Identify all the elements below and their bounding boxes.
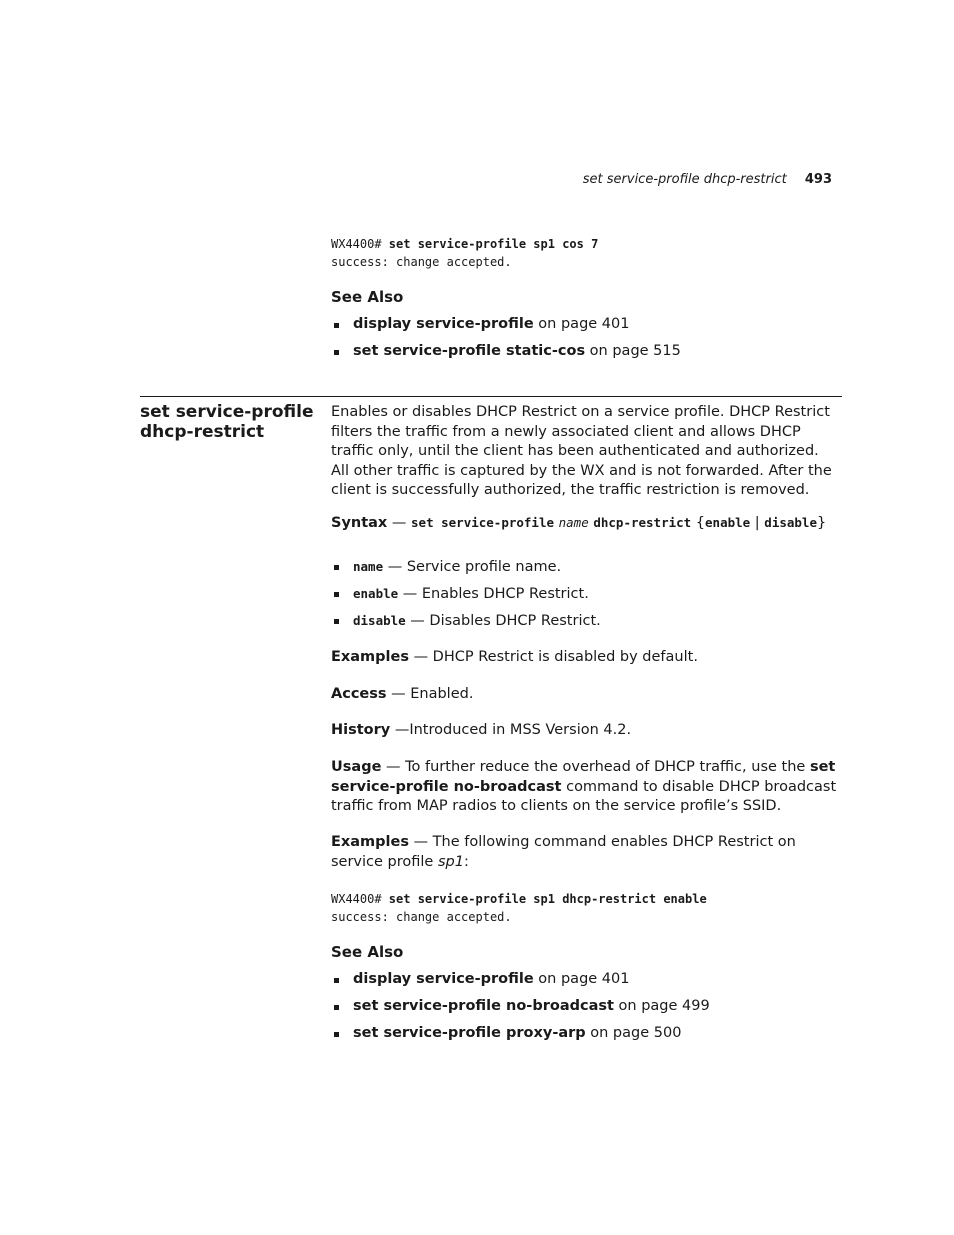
see-also-heading-2: See Also: [331, 943, 404, 961]
code-output: success: change accepted.: [331, 910, 512, 924]
parameter-item: disable — Disables DHCP Restrict.: [331, 611, 841, 638]
syntax-label: Syntax: [331, 515, 388, 531]
code-command: set service-profile sp1 cos 7: [388, 237, 599, 251]
page-number: 493: [804, 172, 832, 187]
see-also-item[interactable]: display service-profile on page 401: [331, 315, 841, 342]
section-title: set service-profile dhcp-restrict: [140, 402, 314, 442]
see-also-item[interactable]: display service-profile on page 401: [331, 970, 841, 997]
parameter-name: disable: [353, 613, 406, 628]
parameter-item: name — Service profile name.: [331, 557, 841, 584]
section-divider: [140, 396, 842, 397]
section-description: Enables or disables DHCP Restrict on a service profile. DHCP Restrict filters the traffic from a newly associated client and allows DHCP traffic only, until the client has been authenticated and authorized. All other traffic is captured by the WX and is not forwarded. After the client is successfully authorized, the traffic restriction is removed.: [331, 404, 832, 498]
see-also-link[interactable]: set service-profile static-cos: [353, 343, 586, 359]
code-command: set service-profile sp1 dhcp-restrict enable: [388, 892, 707, 906]
code-prompt: WX4400#: [331, 237, 389, 251]
history-paragraph: History —Introduced in MSS Version 4.2.: [331, 722, 632, 738]
defaults-paragraph: Examples — DHCP Restrict is disabled by default.: [331, 649, 698, 665]
parameter-name: enable: [353, 586, 399, 601]
see-also-link[interactable]: set service-profile proxy-arp: [353, 1025, 586, 1041]
see-also-link[interactable]: display service-profile: [353, 316, 534, 332]
see-also-link[interactable]: set service-profile no-broadcast: [353, 998, 614, 1014]
see-also-item[interactable]: set service-profile static-cos on page 515: [331, 342, 841, 369]
parameter-item: enable — Enables DHCP Restrict.: [331, 584, 841, 611]
usage-command[interactable]: set service-profile no-broadcast: [331, 759, 836, 795]
parameter-list: [331, 557, 841, 638]
see-also-link[interactable]: display service-profile: [353, 971, 534, 987]
code-example-2: [331, 890, 841, 926]
header-title: set service-profile dhcp-restrict: [582, 172, 787, 187]
code-output: success: change accepted.: [331, 255, 512, 269]
see-also-list-2: [331, 970, 841, 1051]
usage-paragraph: Usage — To further reduce the overhead of DHCP traffic, use the set service-profile no-broadcast command to disable DHCP broadcast traffic from MAP radios to clients on the service profile’s SSID.: [331, 759, 837, 814]
running-header: [583, 172, 832, 187]
code-example-1: [331, 235, 841, 271]
access-paragraph: Access — Enabled.: [331, 686, 474, 702]
see-also-heading-1: See Also: [331, 288, 404, 306]
see-also-item[interactable]: set service-profile no-broadcast on page 499: [331, 997, 841, 1024]
code-prompt: WX4400#: [331, 892, 389, 906]
parameter-name: name: [353, 559, 384, 574]
syntax-line: Syntax — set service-profile name dhcp-restrict {enable | disable}: [331, 515, 827, 531]
examples-paragraph: Examples — The following command enables DHCP Restrict on service profile sp1:: [331, 834, 796, 870]
see-also-list-1: [331, 315, 841, 369]
see-also-item[interactable]: set service-profile proxy-arp on page 500: [331, 1024, 841, 1051]
